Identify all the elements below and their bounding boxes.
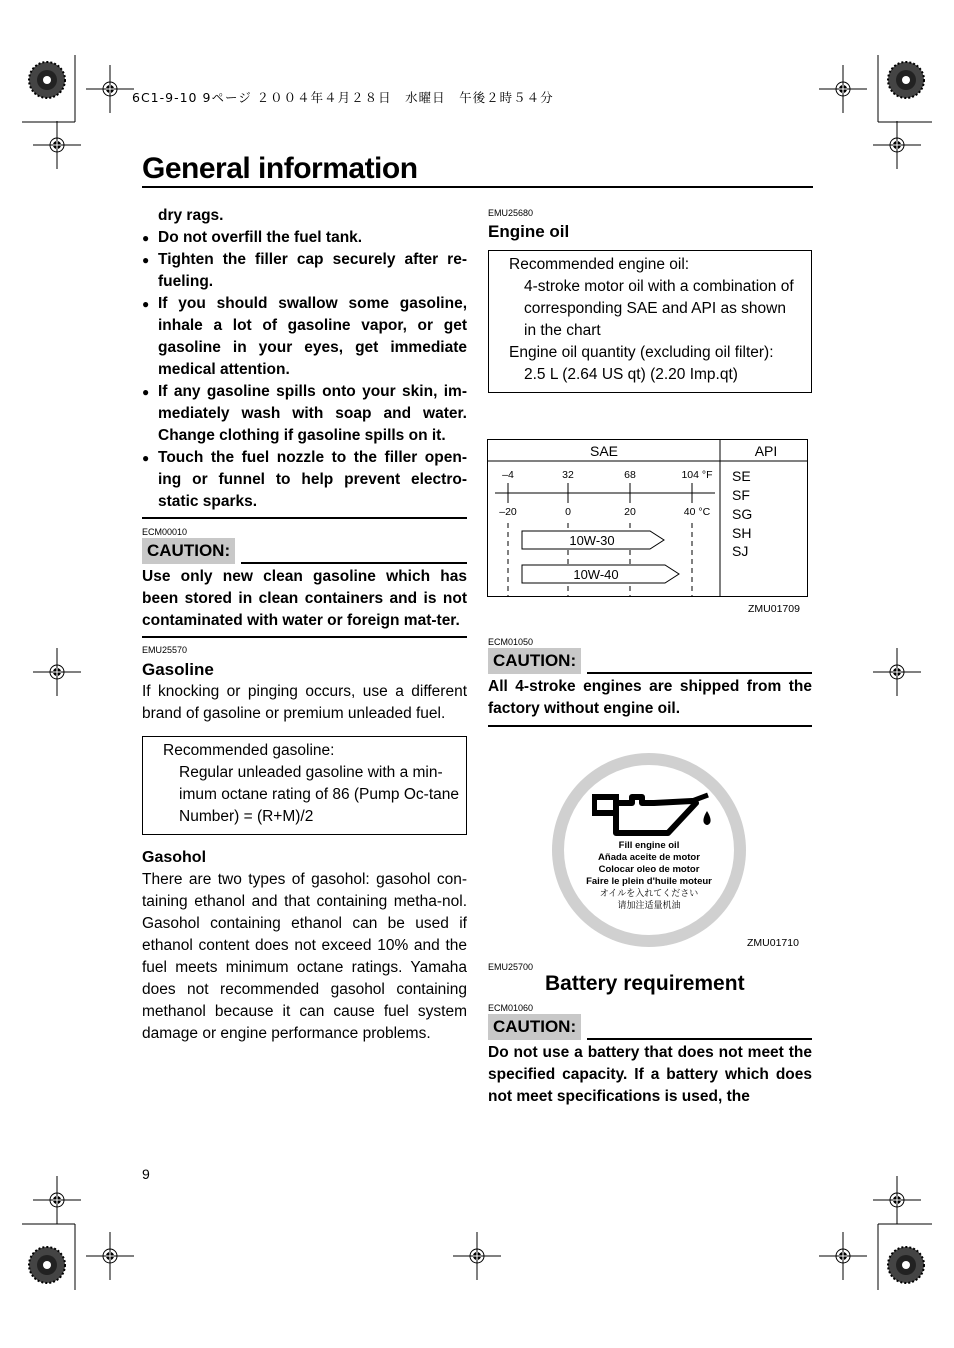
oil-box-line: 4-stroke motor oil with a combination of corresponding SAE and API as shown in the chart xyxy=(524,278,794,339)
label-line: Colocar oleo de motor xyxy=(598,864,700,875)
starburst-target-icon xyxy=(888,62,924,98)
bullet-item: ● Touch the fuel nozzle to the filler open-ing or funnel to help prevent electro-static sparks. xyxy=(142,447,467,513)
caution-code: ECM01050 xyxy=(488,637,534,647)
oil-box-line: Recommended engine oil: xyxy=(509,256,690,273)
gasohol-text: There are two types of gasohol: gasohol con-taining ethanol and that containing metha-nol. Gasohol containing ethanol can be used if ethanol content does not exceed 10% and the fuel meets minimum octane ratings. Yamaha does not recommended gasohol containing methanol because it can cause fuel system damage or engine performance problems. xyxy=(142,871,467,1042)
c-tick-label: –20 xyxy=(499,506,517,518)
gas-box-text: Regular unleaded gasoline with a min-imum octane rating of 86 (Pump Oc-tane Number) = (R+M)/2 xyxy=(179,764,459,825)
bullet-item: ● If you should swallow some gasoline, inhale a lot of gasoline vapor, or get gasoline in your eyes, get immediate medical attention. xyxy=(142,293,467,381)
registration-mark-icon xyxy=(86,65,134,113)
registration-mark-icon xyxy=(819,65,867,113)
bullet-item: ● Do not overfill the fuel tank. xyxy=(142,227,467,249)
print-header: 6C1-9-10 9ページ ２００４年４月２８日 水曜日 午後２時５４分 xyxy=(132,90,554,105)
gasoline-text: If knocking or pinging occurs, use a different brand of gasoline or premium unleaded fuel. xyxy=(142,683,467,722)
grade-label: 10W-30 xyxy=(569,533,615,548)
api-grade: SE xyxy=(732,468,751,484)
caution-text: Do not use a battery that does not meet the specified capacity. If a battery which does not meet specifications is used, the xyxy=(488,1044,812,1105)
registration-mark-icon xyxy=(33,648,81,696)
caution-label: CAUTION: xyxy=(142,538,235,564)
registration-mark-icon xyxy=(33,1176,81,1224)
starburst-target-icon xyxy=(29,62,65,98)
api-grade: SF xyxy=(732,487,750,503)
label-line: Fill engine oil xyxy=(618,840,680,851)
grade-label: 10W-40 xyxy=(573,567,619,582)
registration-mark-icon xyxy=(453,1232,501,1280)
gasoline-heading: Gasoline xyxy=(142,660,214,679)
api-grade: SH xyxy=(732,525,752,541)
registration-mark-icon xyxy=(873,1176,921,1224)
caution-label: CAUTION: xyxy=(488,1014,581,1040)
c-tick-label: 0 xyxy=(565,506,571,518)
registration-mark-icon xyxy=(873,648,921,696)
api-grade: SG xyxy=(732,506,753,522)
continued-text: dry rags. xyxy=(158,207,224,224)
bullet-item: ● If any gasoline spills onto your skin, im-mediately wash with soap and water. Change clothing if gasoline spills on it. xyxy=(142,381,467,447)
section-code: EMU25700 xyxy=(488,962,534,972)
api-label: API xyxy=(754,443,778,459)
c-tick-label: 20 xyxy=(624,506,636,518)
crop-lines xyxy=(22,55,932,1290)
figure-code: ZMU01710 xyxy=(747,937,799,949)
registration-mark-icon xyxy=(86,1232,134,1280)
figure-code: ZMU01709 xyxy=(748,603,800,615)
label-line: 请加注适量机油 xyxy=(617,901,681,911)
label-line: Añada aceite de motor xyxy=(598,852,700,863)
registration-mark-icon xyxy=(873,121,921,169)
section-code: EMU25680 xyxy=(488,208,534,218)
sae-label: SAE xyxy=(589,443,619,459)
gas-box-title: Recommended gasoline: xyxy=(163,742,335,759)
registration-mark-icon xyxy=(33,121,81,169)
caution-label: CAUTION: xyxy=(488,648,581,674)
registration-mark-icon xyxy=(819,1232,867,1280)
f-tick-label: 104 °F xyxy=(681,469,713,481)
label-line: Faire le plein d'huile moteur xyxy=(586,876,712,887)
f-tick-label: 68 xyxy=(624,469,636,481)
bullet-item: ● Tighten the filler cap securely after re-fueling. xyxy=(142,249,467,293)
oil-box-line: 2.5 L (2.64 US qt) (2.20 Imp.qt) xyxy=(524,366,738,383)
page-number: 9 xyxy=(142,1166,150,1182)
f-tick-label: 32 xyxy=(562,469,574,481)
engine-oil-heading: Engine oil xyxy=(488,222,570,241)
api-grade: SJ xyxy=(732,543,749,559)
label-line: オイルを入れてください xyxy=(599,889,699,899)
section-code: EMU25570 xyxy=(142,645,188,655)
starburst-target-icon xyxy=(888,1247,924,1283)
starburst-target-icon xyxy=(29,1247,65,1283)
page-title: General information xyxy=(142,152,418,185)
oil-box-line: Engine oil quantity (excluding oil filter): xyxy=(509,344,774,361)
battery-heading: Battery requirement xyxy=(545,972,745,995)
caution-code: ECM00010 xyxy=(142,527,188,537)
caution-text: All 4-stroke engines are shipped from the factory without engine oil. xyxy=(488,678,812,717)
f-tick-label: –4 xyxy=(502,469,514,481)
c-tick-label: 40 °C xyxy=(683,506,711,518)
caution-text: Use only new clean gasoline which has been stored in clean containers and is not contaminated with water or foreign mat-ter. xyxy=(142,568,467,629)
gasohol-heading: Gasohol xyxy=(142,849,207,866)
caution-code: ECM01060 xyxy=(488,1003,534,1013)
